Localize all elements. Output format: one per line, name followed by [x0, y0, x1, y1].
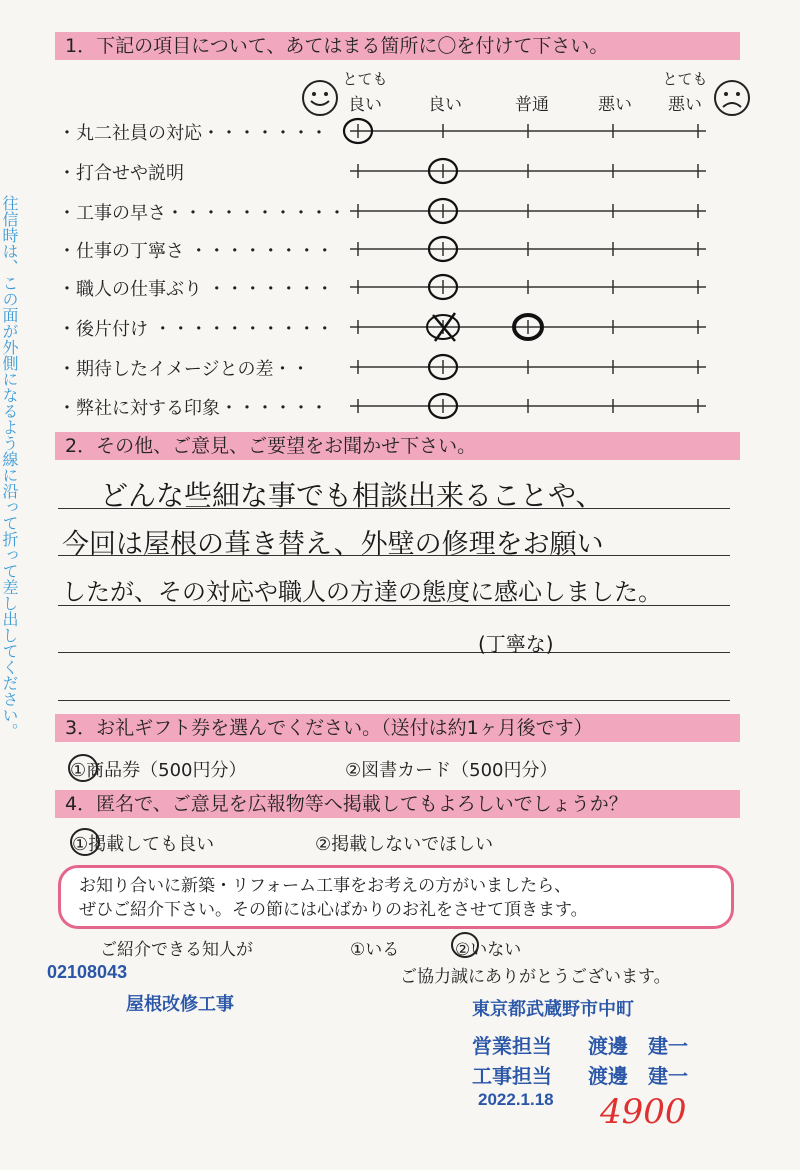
referral-yes[interactable]: ①いる — [350, 940, 400, 960]
publish-option-1[interactable]: ①掲載しても良い — [72, 834, 215, 855]
thanks-message: ご協力誠にありがとうございます。 — [400, 967, 671, 987]
location: 東京都武蔵野市中町 — [472, 999, 634, 1019]
publish-option-2[interactable]: ②掲載しないでほしい — [315, 834, 494, 855]
rating-row-label: ・弊社に対する印象・・・・・・ — [58, 398, 328, 419]
q3-title: 3．お礼ギフト券を選んでください。（送付は約1ヶ月後です） — [55, 714, 740, 742]
referral-no[interactable]: ②いない — [455, 940, 522, 960]
work-type: 屋根改修工事 — [126, 994, 234, 1014]
construction-label: 工事担当 — [472, 1066, 552, 1088]
gift-option-2[interactable]: ②図書カード（500円分） — [345, 760, 558, 781]
scale-bad: 悪い — [598, 95, 632, 115]
rating-scale-line — [340, 229, 720, 269]
handwritten-number: 4900 — [600, 1092, 687, 1132]
rating-scale-line — [340, 267, 720, 307]
rating-row-label: ・期待したイメージとの差・・ — [58, 359, 310, 380]
rating-row-label: ・打合せや説明 — [58, 163, 184, 184]
referral-no-circle — [450, 930, 480, 960]
referral-question: ご紹介できる知人が — [100, 940, 253, 960]
rating-scale-line — [340, 191, 720, 231]
fold-instruction-note: 往信時は、この面が外側になるよう線に沿って折って差し出してください。 — [0, 195, 19, 739]
sales-name: 渡邊 建一 — [588, 1036, 688, 1058]
gift-option-1[interactable]: ①商品券（500円分） — [70, 760, 247, 781]
comment-text-1: どんな些細な事でも相談出来ることや、 — [100, 479, 604, 512]
q1-title: 1．下記の項目について、あてはまる箇所に〇を付けて下さい。 — [55, 32, 740, 60]
sales-label: 営業担当 — [472, 1036, 552, 1058]
gift-option-1-circle — [66, 752, 100, 784]
rating-row-label: ・仕事の丁寧さ ・・・・・・・・ — [58, 241, 334, 262]
q2-title: 2．その他、ご意見、ご要望をお聞かせ下さい。 — [55, 432, 740, 460]
scale-very-bad: 悪い — [668, 95, 702, 115]
scale-very-good: 良い — [348, 95, 382, 115]
referral-line-2: ぜひご紹介下さい。その節には心ばかりのお礼をさせて頂きます。 — [79, 900, 588, 920]
rating-scale-line — [340, 347, 720, 387]
comment-text-2: 今回は屋根の葺き替え、外壁の修理をお願い — [62, 529, 604, 560]
construction-name: 渡邊 建一 — [588, 1066, 688, 1088]
rating-row-label: ・工事の早さ・・・・・・・・・・ — [58, 203, 346, 224]
q4-title: 4．匿名で、ご意見を広報物等へ掲載してもよろしいでしょうか？ — [55, 790, 740, 818]
customer-code: 02108043 — [47, 962, 128, 982]
comment-insert-note: (丁寧な) — [478, 632, 554, 656]
referral-box — [58, 865, 734, 929]
rating-scale-line — [340, 151, 720, 191]
rating-scale-line — [340, 386, 720, 426]
comment-text-3: したが、その対応や職人の方達の態度に感心しました。 — [62, 578, 662, 606]
rating-scale-line — [340, 111, 720, 151]
rating-row-label: ・職人の仕事ぶり ・・・・・・・ — [58, 279, 334, 300]
scale-normal: 普通 — [515, 95, 549, 115]
rating-row-label: ・丸二社員の対応・・・・・・・ — [58, 123, 328, 144]
referral-line-1: お知り合いに新築・リフォーム工事をお考えの方がいましたら、 — [79, 876, 572, 896]
date: 2022.1.18 — [478, 1090, 554, 1109]
rating-row-label: ・後片付け ・・・・・・・・・・ — [58, 319, 334, 340]
publish-option-1-circle — [68, 826, 102, 858]
scale-good: 良い — [428, 95, 462, 115]
rating-scale-line — [340, 307, 720, 347]
comment-line-4 — [58, 652, 730, 653]
scale-very-bad-top: とても — [662, 70, 708, 88]
comment-line-5 — [58, 700, 730, 701]
scale-very-good-top: とても — [342, 70, 388, 88]
